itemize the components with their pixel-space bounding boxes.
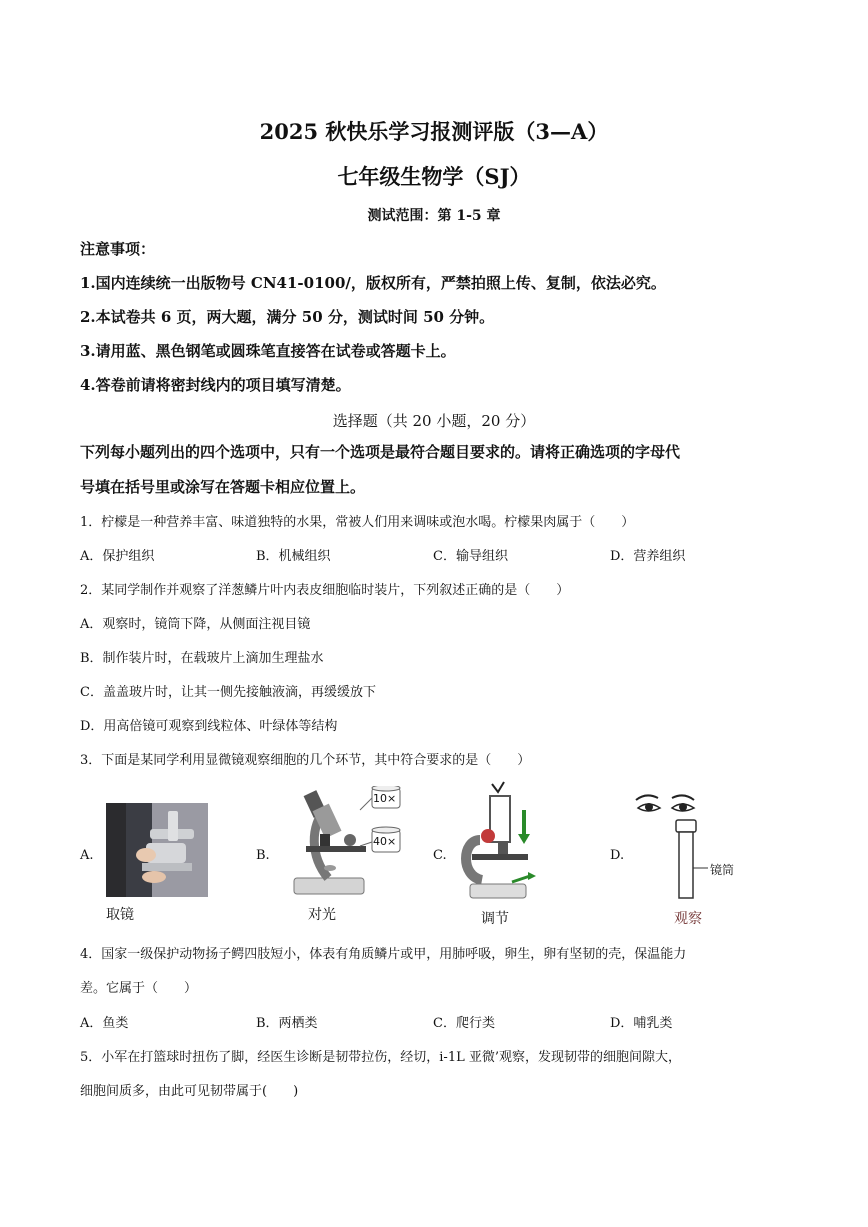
option-c: C．输导组织 bbox=[433, 549, 508, 564]
figure-c-drawing bbox=[452, 780, 542, 904]
option-a: A．观察时，镜筒下降，从侧面注视目镜 bbox=[80, 617, 311, 632]
note-item: 2.本试卷共 6 页，两大题，满分 50 分，测试时间 50 分钟。 bbox=[80, 308, 495, 326]
question-4-stem: 4．国家一级保护动物扬子鳄四肢短小，体表有角质鳞片或甲，用肺呼吸，卵生，卵有坚韧的壳，保温能力 bbox=[80, 947, 687, 962]
figure-c-letter: C. bbox=[433, 848, 447, 863]
option-a: A．保护组织 bbox=[80, 549, 155, 564]
notes-heading: 注意事项： bbox=[80, 240, 156, 258]
microscope-adjust-icon bbox=[452, 780, 542, 904]
note-item: 3.请用蓝、黑色钢笔或圆珠笔直接答在试卷或答题卡上。 bbox=[80, 342, 456, 360]
option-b: B．制作装片时，在载玻片上滴加生理盐水 bbox=[80, 651, 324, 666]
question-1-stem: 1．柠檬是一种营养丰富、味道独特的水果，常被人们用来调味或泡水喝。柠檬果肉属于（ ） bbox=[80, 515, 635, 530]
option-d: D．哺乳类 bbox=[610, 1016, 673, 1031]
section-instruction: 号填在括号里或涂写在答题卡相应位置上。 bbox=[80, 478, 366, 496]
question-5-stem-cont: 细胞间质多，由此可见韧带属于( ) bbox=[80, 1084, 299, 1099]
option-d: D．营养组织 bbox=[610, 549, 686, 564]
microscope-carry-icon bbox=[106, 803, 208, 897]
figure-d-drawing bbox=[632, 788, 742, 904]
lens-40x-label: 40× bbox=[373, 835, 397, 848]
eyes-observe-icon bbox=[632, 788, 742, 904]
question-3-stem: 3．下面是某同学利用显微镜观察细胞的几个环节，其中符合要求的是（ ） bbox=[80, 753, 531, 768]
question-4-stem-cont: 差。它属于（ ） bbox=[80, 981, 198, 996]
option-b: B．两栖类 bbox=[256, 1016, 318, 1031]
figure-b-caption: 对光 bbox=[308, 907, 336, 923]
test-scope: 测试范围：第 1-5 章 bbox=[367, 208, 501, 224]
exam-subject: 七年级生物学（SJ） bbox=[337, 164, 531, 189]
question-2-stem: 2．某同学制作并观察了洋葱鳞片叶内表皮细胞临时装片，下列叙述正确的是（ ） bbox=[80, 583, 570, 598]
question-5-stem: 5．小军在打篮球时扭伤了脚，经医生诊断是韧带拉伤，经切，i-1L 亚微’观察，发现韧带的细胞间隙大， bbox=[80, 1050, 681, 1065]
option-b: B．机械组织 bbox=[256, 549, 331, 564]
figure-a-letter: A. bbox=[80, 848, 94, 863]
exam-title: 2025 秋快乐学习报测评版（3—A） bbox=[259, 119, 609, 144]
figure-d-letter: D. bbox=[610, 848, 625, 863]
note-item: 4.答卷前请将密封线内的项目填写清楚。 bbox=[80, 376, 351, 394]
option-d: D．用高倍镜可观察到线粒体、叶绿体等结构 bbox=[80, 719, 338, 734]
option-a: A．鱼类 bbox=[80, 1016, 129, 1031]
tube-label: 镜筒 bbox=[710, 863, 735, 877]
figure-b-drawing bbox=[280, 786, 410, 900]
section-title: 选择题（共 20 小题，20 分） bbox=[332, 412, 536, 430]
figure-a-caption: 取镜 bbox=[106, 907, 134, 923]
figure-a-photo bbox=[106, 803, 208, 897]
lens-10x-label: 10× bbox=[373, 792, 397, 805]
option-c: C．爬行类 bbox=[433, 1016, 495, 1031]
section-instruction: 下列每小题列出的四个选项中，只有一个选项是最符合题目要求的。请将正确选项的字母代 bbox=[80, 443, 681, 461]
note-item: 1.国内连续统一出版物号 CN41-0100/，版权所有，严禁拍照上传、复制，依法必究。 bbox=[80, 274, 666, 292]
figure-b-letter: B. bbox=[256, 848, 270, 863]
figure-c-caption: 调节 bbox=[481, 911, 509, 927]
figure-d-caption: 观察 bbox=[674, 911, 702, 927]
option-c: C．盖盖玻片时，让其一侧先接触液滴，再缓缓放下 bbox=[80, 685, 376, 700]
